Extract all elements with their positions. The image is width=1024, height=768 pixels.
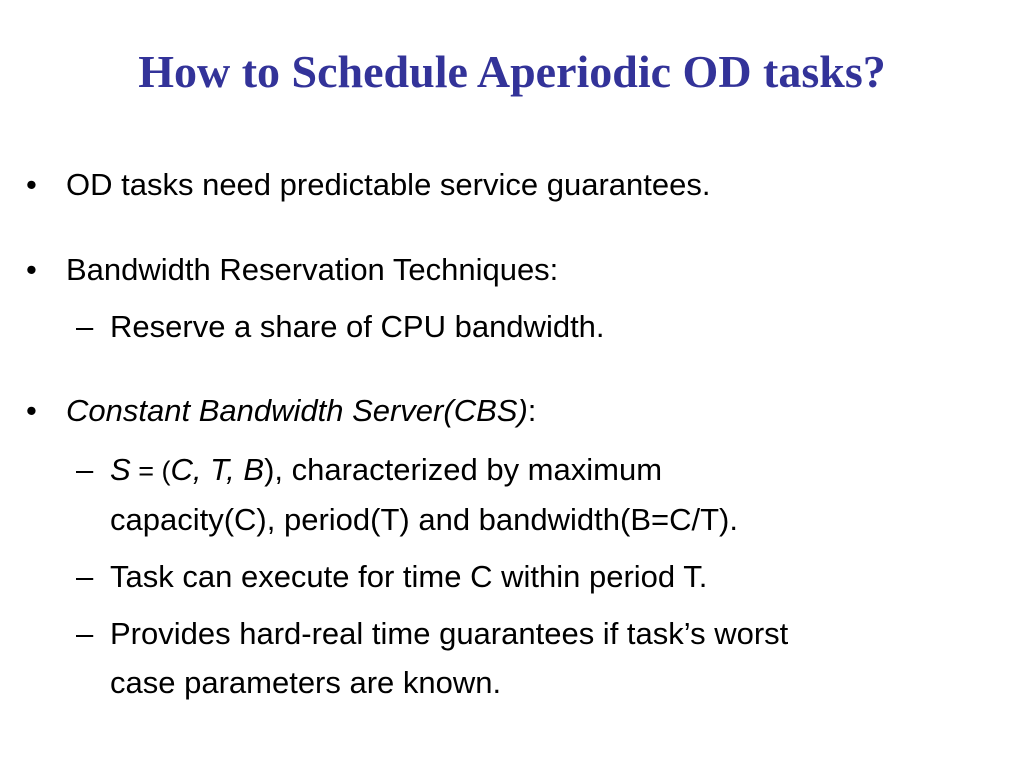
equals-sign: = — [130, 456, 162, 486]
subitem-text: Task can execute for time C within period T. — [110, 559, 708, 594]
subitem-text — [110, 615, 788, 702]
subitem-text — [110, 451, 738, 539]
cbs-colon: : — [527, 393, 537, 428]
server-params: C, T, B — [170, 452, 265, 487]
dash-marker: – — [76, 309, 94, 344]
slide-title: How to Schedule Aperiodic OD tasks? — [138, 46, 886, 97]
server-variable: S — [110, 452, 131, 487]
bullet-marker: • — [26, 167, 37, 202]
subitem-line-1-rest: ), characterized by maximum — [264, 452, 663, 487]
dash-marker: – — [76, 559, 94, 594]
bullet-marker: • — [26, 393, 37, 428]
dash-marker: – — [76, 616, 94, 651]
subitem-line-1: Provides hard-real time guarantees if task’s worst — [110, 616, 789, 651]
subitem-line-2: capacity(C), period(T) and bandwidth(B=C/T). — [110, 502, 738, 537]
open-paren: ( — [161, 456, 171, 486]
bullet-marker: • — [26, 252, 37, 287]
dash-marker: – — [76, 452, 94, 487]
cbs-italic-text: Constant Bandwidth Server(CBS) — [66, 393, 528, 428]
bullet-text: OD tasks need predictable service guarantees. — [66, 167, 711, 202]
subitem-text: Reserve a share of CPU bandwidth. — [110, 309, 605, 344]
bullet-text: Bandwidth Reservation Techniques: — [66, 252, 559, 287]
subitem-line-1 — [110, 451, 738, 490]
subitem-line-2: case parameters are known. — [110, 665, 502, 700]
bullet-text — [66, 392, 536, 430]
